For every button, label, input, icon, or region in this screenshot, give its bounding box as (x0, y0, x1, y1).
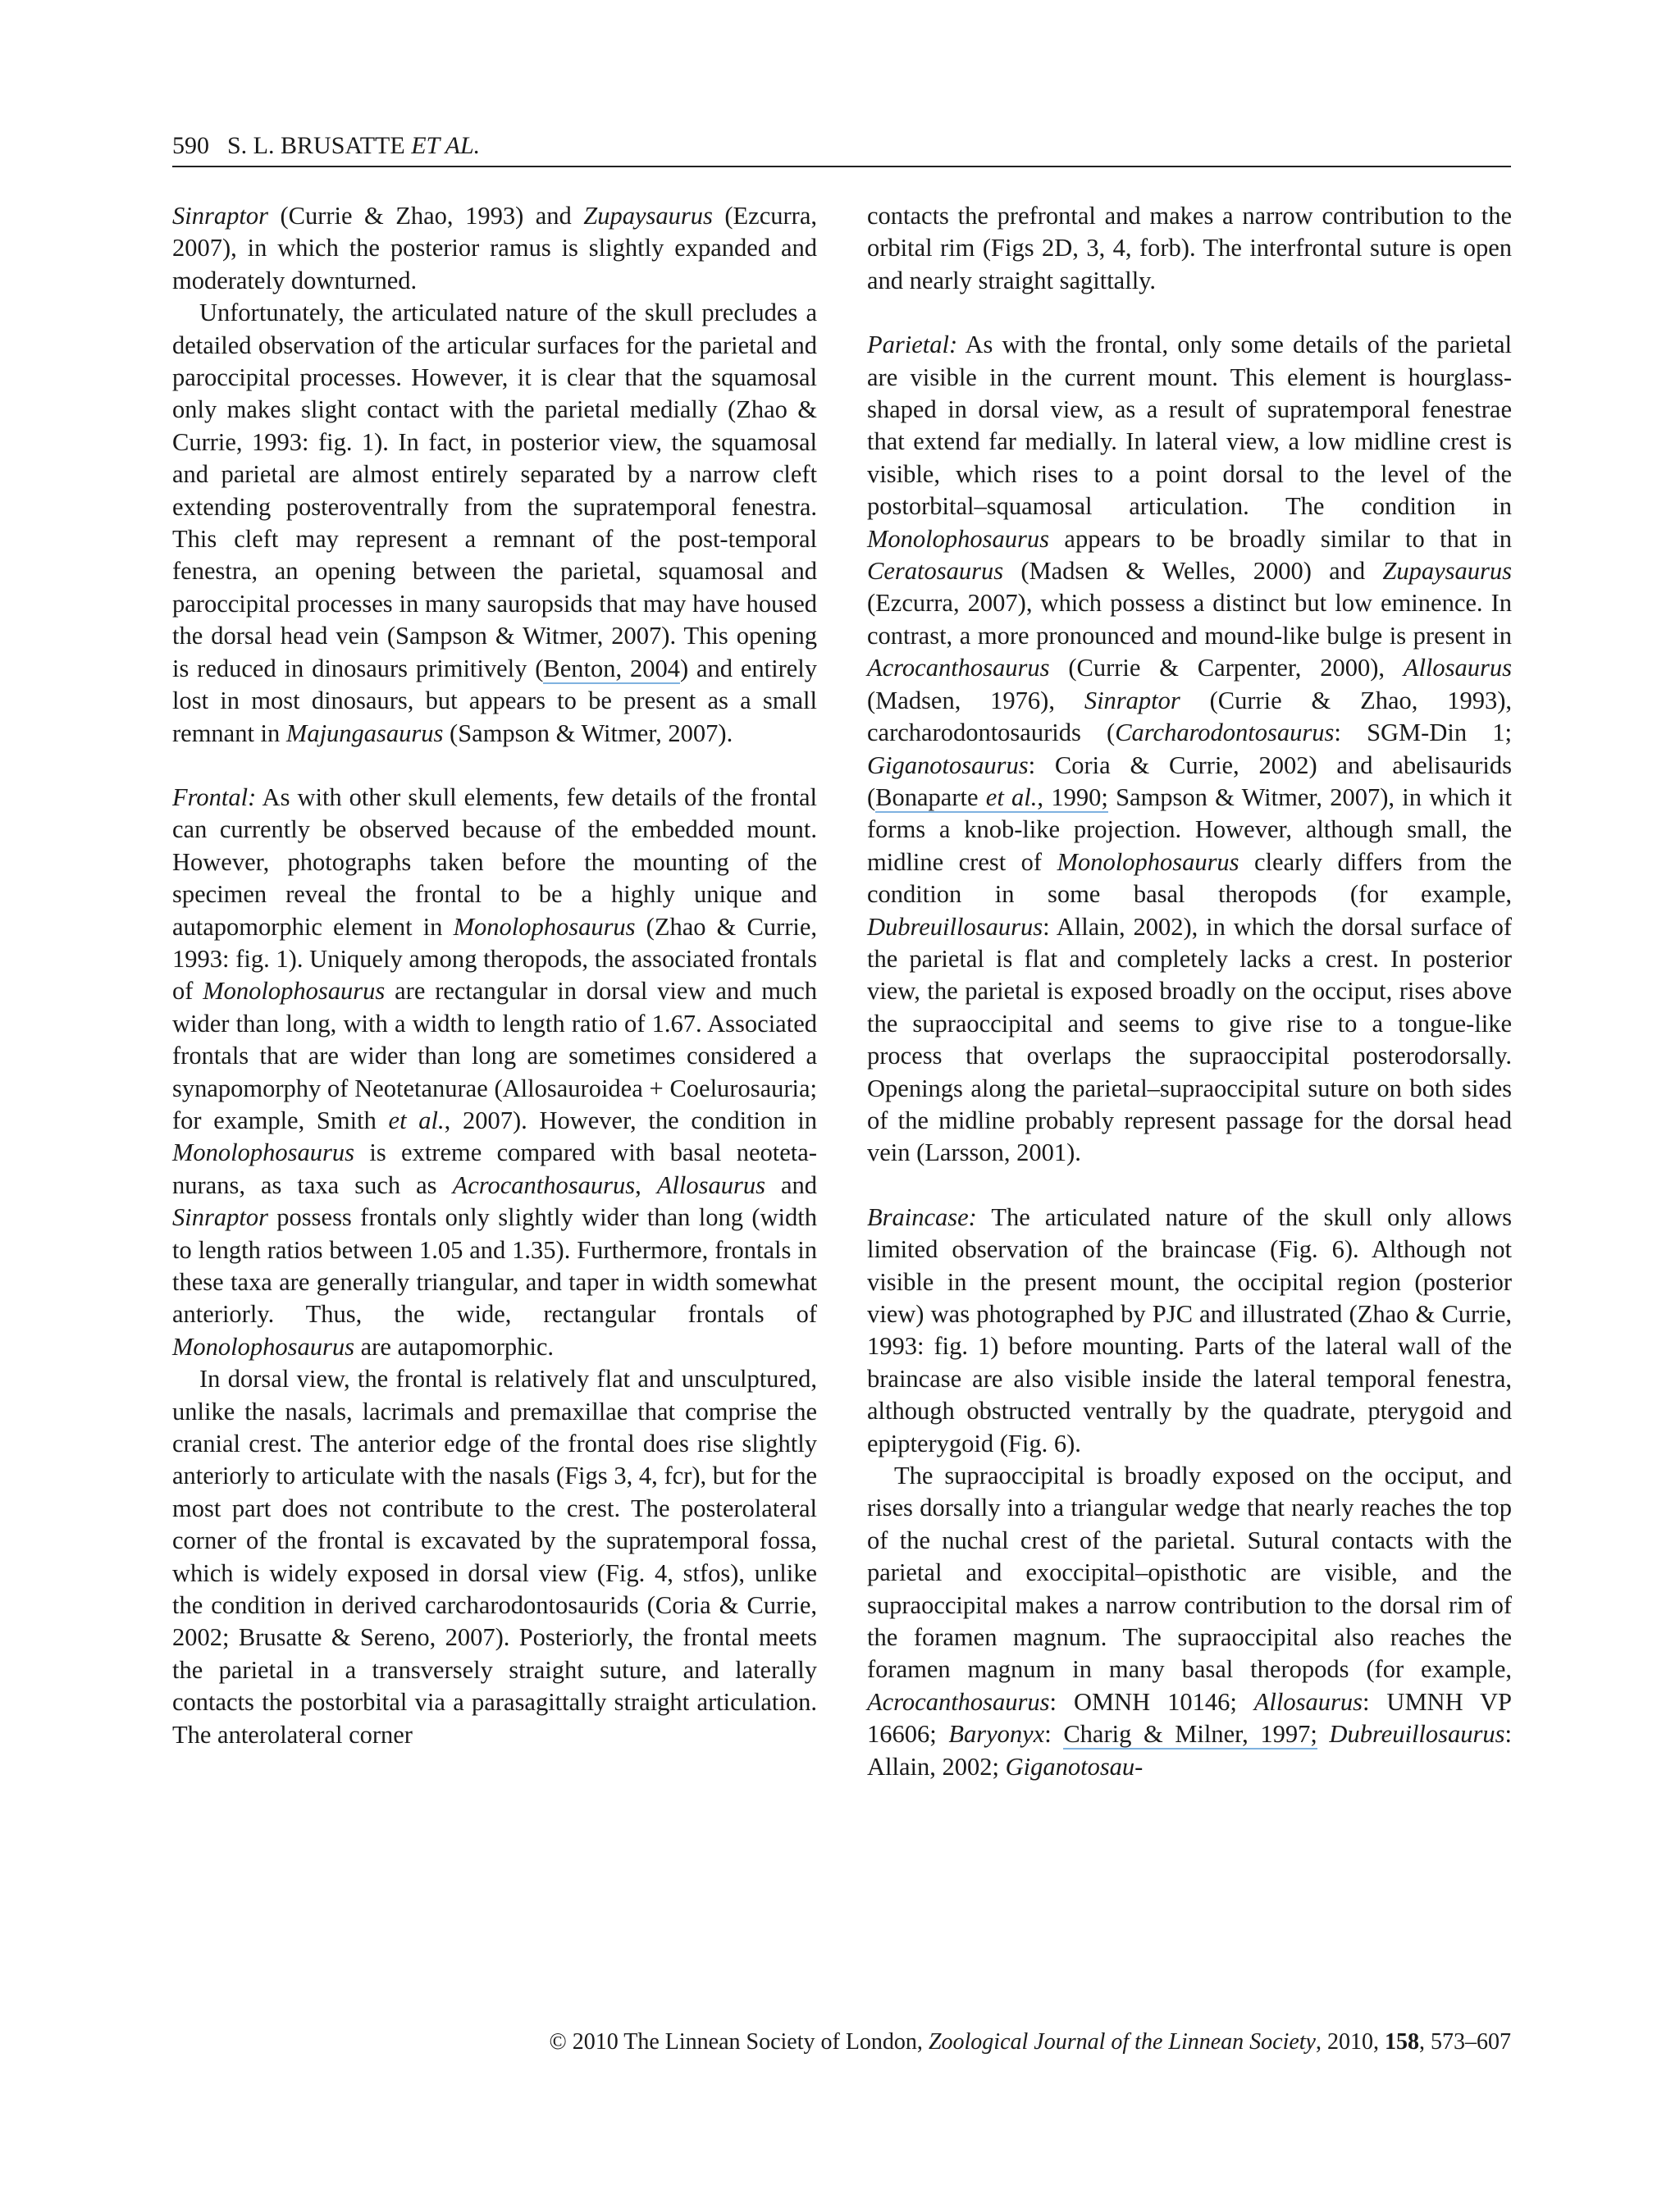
running-header (172, 130, 1511, 167)
paragraph-parietal: Parietal: As with the frontal, only some details of the parietal are visible in the current mount. This element is hourglass-shaped in dorsal view, as a result of supratemporal fenestrae that extend far medially. In lateral view, a low midline crest is visible, which rises to a point dorsal to the level of the postorbital–squamosal articulation. The condition in Monolophosaurus appears to be broadly similar to that in Ceratosaurus (Madsen & Welles, 2000) and Zupaysaurus (Ezcurra, 2007), which possess a distinct but low eminence. In contrast, a more pronounced and mound-like bulge is present in Acrocanthosaurus (Currie & Carpenter, 2000), Allosaurus (Madsen, 1976), Sinraptor (Currie & Zhao, 1993), carcharodontosaurids (Carcharodontosaurus: SGM-Din 1; Giganotosaurus: Coria & Currie, 2002) and abelisaurids (Bonaparte et al., 1990; Sampson & Witmer, 2007), in which it forms a knob-like projection. However, although small, the midline crest of Monolophosaurus clearly differs from the condition in some basal theropods (for example, Dubreuillosaurus: Allain, 2002), in which the dorsal surface of the parietal is flat and completely lacks a crest. In posterior view, the parietal is exposed broadly on the occiput, rises above the supraoccipital and seems to give rise to a tongue-like process that overlaps the supraoccipital posterodorsally. Openings along the parietal–supraoccipital suture on both sides of the midline probably represent passage for the dorsal head vein (Larsson, 2001). (867, 331, 1512, 1167)
citation-link-bonaparte-1990[interactable]: Bonaparte et al., 1990; (875, 782, 1108, 811)
footer-copyright (172, 2028, 1511, 2057)
section-title-braincase: Braincase: (867, 1202, 977, 1231)
right-column (867, 200, 1512, 1783)
page-number: 590 (172, 132, 209, 159)
paragraph-frontal-end: contacts the prefrontal and makes a narrow contribution to the orbital rim (Figs 2D, 3, 4, forb). The interfrontal suture is open and nearly straight sagittally. (867, 202, 1512, 294)
left-column (172, 200, 817, 1751)
footer-journal: Zoological Journal of the Linnean Society (928, 2029, 1316, 2055)
citation-link-benton-2004[interactable]: Benton, 2004 (543, 654, 680, 682)
footer-volume: 158 (1385, 2029, 1419, 2055)
paragraph-frontal: Frontal: As with other skull elements, few details of the frontal can currently be observed because of the embedded mount. However, photographs taken before the mounting of the specimen reveal the frontal to be a highly unique and autapomorphic element in Monolophosaurus (Zhao & Currie, 1993: fig. 1). Uniquely among theropods, the associated frontals of Monolophosaurus are rectangular in dorsal view and much wider than long, with a width to length ratio of 1.67. Associated frontals that are wider than long are sometimes considered a synapomorphy of Neotetanurae (Allosauroidea + Coelurosauria; for example, Smith et al., 2007). However, the condition in Monolophosaurus is extreme compared with basal neotetanurans, as taxa such as Acrocanthosaurus, Allosaurus and Sinraptor possess frontals only slightly wider than long (width to length ratios between 1.05 and 1.35). Furthermore, frontals in these taxa are generally triangular, and taper in width somewhat anteriorly. Thus, the wide, rectangular frontals of Monolophosaurus are autapomorphic. (172, 782, 818, 1361)
paragraph-braincase: Braincase: The articulated nature of the skull only allows limited observation of the braincase (Fig. 6). Although not visible in the present mount, the occipital region (posterior view) was photographed by PJC and illustrated (Zhao & Currie, 1993: fig. 1) before mounting. Parts of the lateral wall of the braincase are also visible inside the lateral temporal fenestra, although obstructed ventrally by the quadrate, pterygoid and epipterygoid (Fig. 6). (867, 1202, 1512, 1458)
footer-copyright-text: © 2010 The Linnean Society of London, (549, 2029, 929, 2055)
section-title-parietal: Parietal: (867, 331, 958, 359)
paragraph-frontal-dorsal-view: In dorsal view, the frontal is relatively flat and unsculptured, unlike the nasals, lacrimals and premaxillae that comprise the cranial crest. The anterior edge of the frontal does rise slightly anteriorly to articulate with the nasals (Figs 3, 4, fcr), but for the most part does not contribute to the crest. The posterolateral corner of the frontal is excavated by the supratemporal fossa, which is widely exposed in dorsal view (Fig. 4, stfos), unlike the condition in derived carcharodontosaurids (Coria & Currie, 2002; Brusatte & Sereno, 2007). Posteriorly, the frontal meets the parietal in a transversely straight suture, and laterally contacts the postorbital via a parasagittally straight articulation. The anterolateral corner (172, 1365, 817, 1749)
paragraph-squamosal-articulation: Unfortunately, the articulated nature of the skull precludes a detailed observation of the articular surfaces for the parietal and paroccipital processes. However, it is clear that the squamosal only makes slight contact with the parietal medially (Zhao & Currie, 1993: fig. 1). In fact, in posterior view, the squamosal and parietal are almost entirely separated by a narrow cleft extending posteroventrally from the supratemporal fenestra. This cleft may represent a remnant of the post-temporal fenestra, an opening between the parietal, squamosal and paroccipital processes in many sauropsids that may have housed the dorsal head vein (Sampson & Witmer, 2007). This opening is reduced in dinosaurs primitively (Benton, 2004) and entirely lost in most dinosaurs, but appears to be present as a small remnant in Majungasaurus (Sampson & Witmer, 2007). (172, 299, 817, 747)
citation-link-charig-milner-1997[interactable]: Charig & Milner, 1997; (1063, 1720, 1317, 1749)
section-title-frontal: Frontal: (172, 782, 257, 811)
paragraph-supraoccipital: The supraoccipital is broadly exposed on the occiput, and rises dorsally into a triangular wedge that nearly reaches the top of the nuchal crest of the parietal. Sutural contacts with the parietal and exoccipital–opisthotic are visible, and the supraoccipital makes a narrow contribution to the dorsal rim of the foramen magnum. The supraoccipital also reaches the foramen magnum in many basal theropods (for example, Acrocanthosaurus: OMNH 10146; Allosaurus: UMNH VP 16606; Baryonyx: Charig & Milner, 1997; Dubreuillosaurus: Allain, 2002; Giganotosau- (867, 1462, 1512, 1781)
paragraph-squamosal-end: Sinraptor (Currie & Zhao, 1993) and Zupaysaurus (Ezcurra, 2007), in which the posterior ramus is slightly expanded and moderately downturned. (172, 202, 817, 294)
footer-year: , 2010, (1316, 2029, 1385, 2055)
running-head-etal: ET AL. (411, 132, 481, 159)
footer-pages: , 573–607 (1419, 2029, 1511, 2055)
running-head-authors: S. L. BRUSATTE (227, 132, 412, 159)
